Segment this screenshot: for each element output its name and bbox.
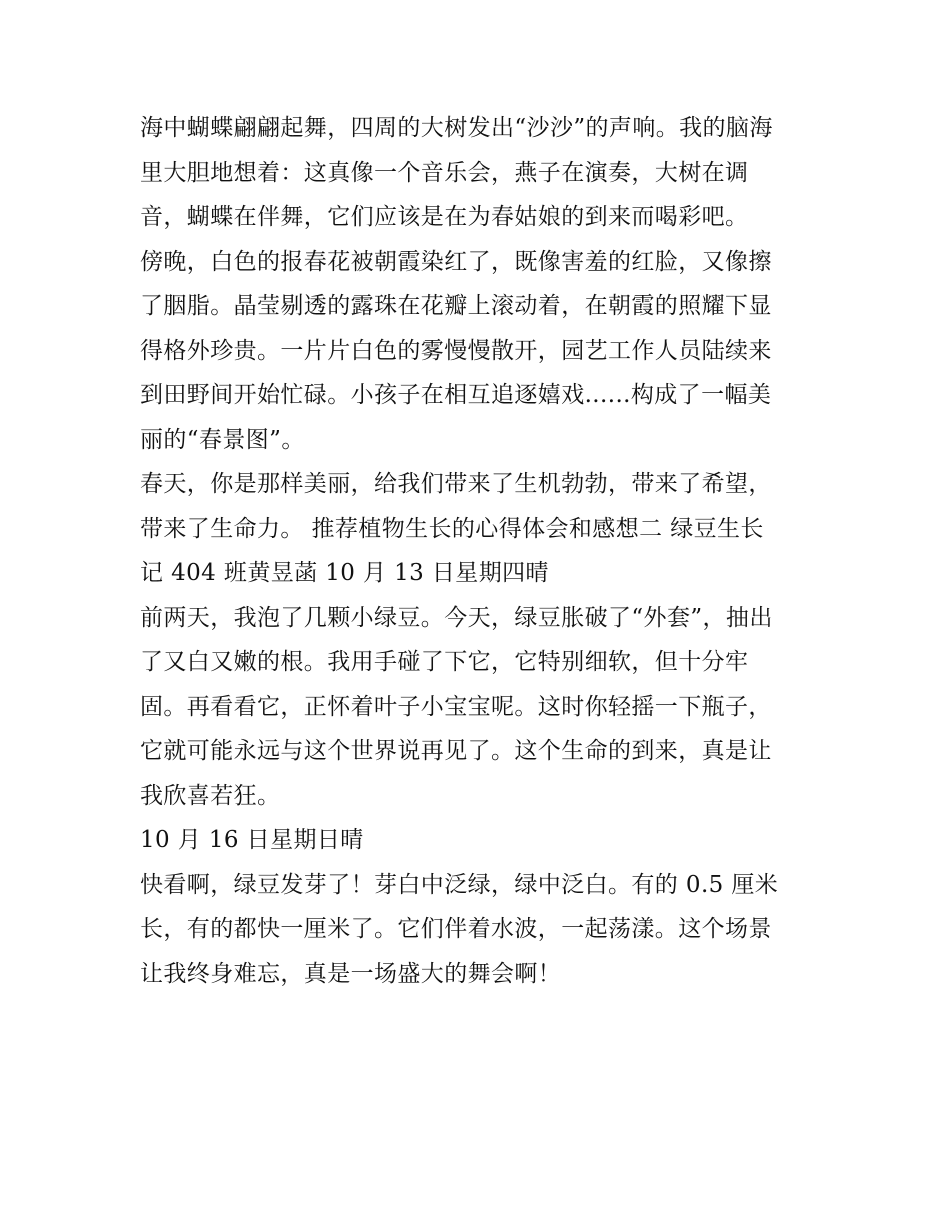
text-line: 记 404 班黄昱菡 10 月 13 日星期四晴 [140,560,549,586]
text-line: 傍晚，白色的报春花被朝霞染红了，既像害羞的红脸，又像擦 [140,248,772,275]
text-line: 让我终身难忘，真是一场盛大的舞会啊！ [140,960,562,987]
text-line: 到田野间开始忙碌。小孩子在相互追逐嬉戏......构成了一幅美 [140,382,772,408]
text-line: 带来了生命力。 推荐植物生长的心得体会和感想二 绿豆生长 [140,515,764,542]
text-line: 我欣喜若狂。 [140,782,281,809]
text-line: 前两天，我泡了几颗小绿豆。今天，绿豆胀破了“外套”，抽出 [140,604,773,631]
text-line: 了又白又嫩的根。我用手碰了下它，它特别细软，但十分牢 [140,649,749,675]
text-line: 快看啊，绿豆发芽了！芽白中泛绿，绿中泛白。有的 0.5 厘米 [140,871,779,898]
text-line: 它就可能永远与这个世界说再见了。这个生命的到来，真是让 [140,738,772,764]
document-body [140,106,820,996]
text-line: 固。再看看它，正怀着叶子小宝宝呢。这时你轻摇一下瓶子， [140,693,772,720]
text-line: 音，蝴蝶在伴舞，它们应该是在为春姑娘的到来而喝彩吧。 [140,204,749,230]
text-line: 海中蝴蝶翩翩起舞，四周的大树发出“沙沙”的声响。我的脑海 [140,115,773,141]
text-line: 得格外珍贵。一片片白色的雾慢慢散开，园艺工作人员陆续来 [140,337,772,364]
text-line: 了胭脂。晶莹剔透的露珠在花瓣上滚动着，在朝霞的照耀下显 [140,293,772,319]
text-line: 春天，你是那样美丽，给我们带来了生机勃勃，带来了希望， [140,471,772,497]
text-line: 丽的“春景图”。 [140,426,305,453]
text-line: 10 月 16 日星期日晴 [140,827,364,853]
text-line: 长，有的都快一厘米了。它们伴着水波，一起荡漾。这个场景 [140,916,772,942]
text-line: 里大胆地想着：这真像一个音乐会，燕子在演奏，大树在调 [140,159,749,186]
